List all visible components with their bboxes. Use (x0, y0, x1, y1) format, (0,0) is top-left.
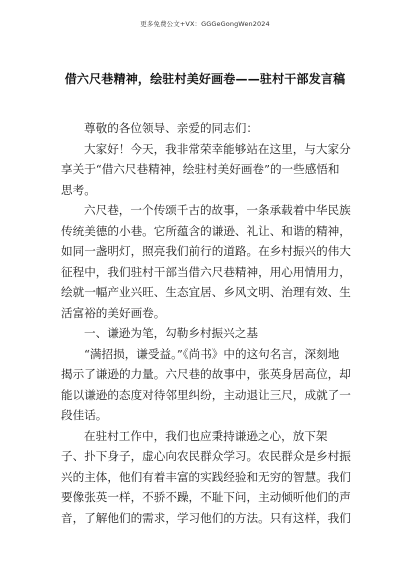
document-body (61, 118, 351, 528)
body-line: 传统美德的小巷。它所蕴含的谦逊、礼让、和谐的精神， (61, 223, 351, 238)
body-line: 绘就一幅产业兴旺、生态宜居、乡风文明、治理有效、生 (61, 285, 351, 299)
header-note: 更多免费公文+VX：GGGeGongWen2024 (140, 20, 270, 28)
body-line: 活富裕的美好画卷。 (61, 305, 166, 320)
body-line: 段佳话。 (61, 408, 108, 422)
body-line: 揭示了谦逊的力量。六尺巷的故事中，张英身居高位，却 (61, 367, 351, 381)
body-line: 一、谦逊为笔，勾勒乡村振兴之基 (84, 326, 258, 340)
body-line: 征程中，我们驻村干部当借六尺巷精神，用心用情用力， (61, 264, 351, 279)
body-line: 能以谦逊的态度对待邻里纠纷，主动退让三尺，成就了一 (61, 387, 351, 402)
body-line: 尊敬的各位领导、亲爱的同志们： (84, 121, 258, 135)
body-line: 在驻村工作中，我们也应秉持谦逊之心，放下架 (84, 428, 328, 443)
body-line: 音，了解他们的需求，学习他们的方法。只有这样，我们 (61, 510, 351, 525)
body-line: “满招损，谦受益。”《尚书》中的这句名言，深刻地 (84, 346, 340, 361)
body-line: 要像张英一样，不骄不躁，不耻下问，主动倾听他们的声 (61, 490, 351, 504)
body-line: 思考。 (61, 182, 96, 197)
body-line: 大家好！今天，我非常荣幸能够站在这里，与大家分 (84, 141, 351, 156)
body-line: 享关于“借六尺巷精神，绘驻村美好画卷”的一些感悟和 (61, 162, 340, 176)
body-line: 六尺巷，一个传颂千古的故事，一条承载着中华民族 (84, 203, 351, 217)
body-line: 子、扑下身子，虚心向农民群众学习。农民群众是乡村振 (61, 449, 351, 463)
body-line: 如同一盏明灯，照亮我们前行的道路。在乡村振兴的伟大 (61, 244, 351, 258)
document-title: 借六尺巷精神，绘驻村美好画卷——驻村干部发言稿 (64, 72, 346, 86)
body-line: 兴的主体，他们有着丰富的实践经验和无穷的智慧。我们 (61, 469, 351, 484)
